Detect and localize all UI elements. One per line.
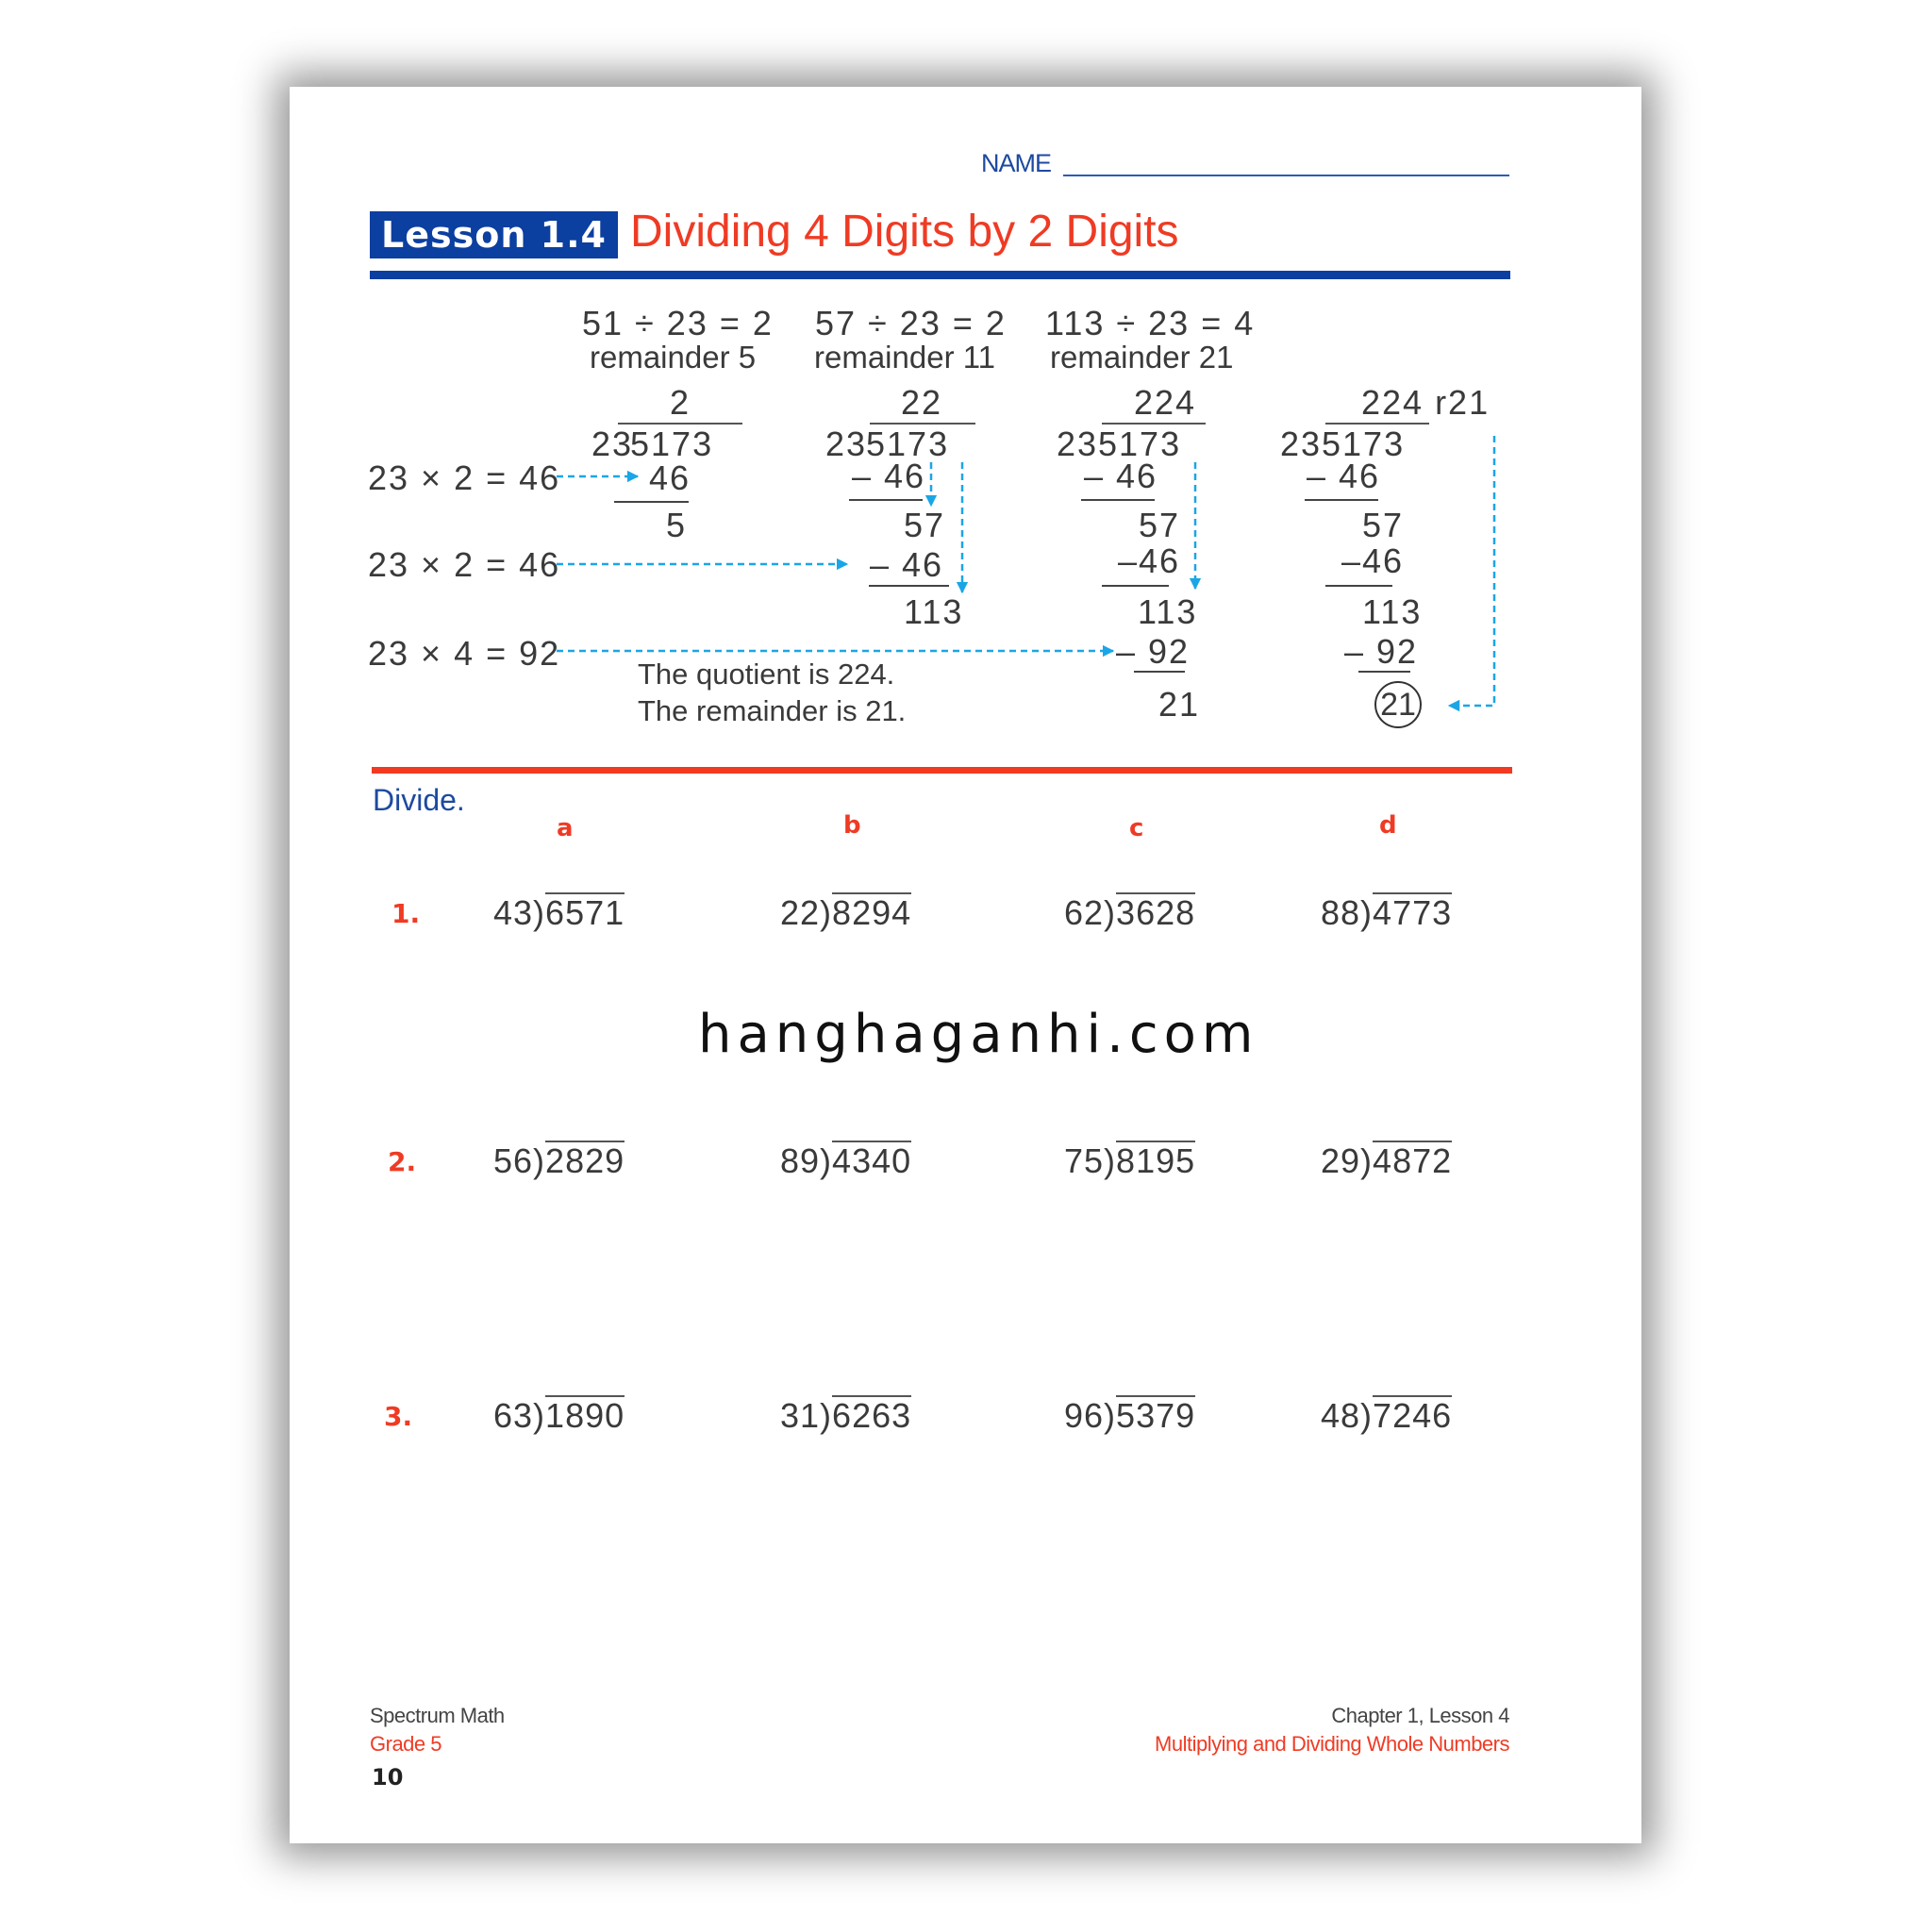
problem-2c[interactable]: 75)8195	[1064, 1141, 1196, 1180]
problem-3b[interactable]: 31)6263	[780, 1396, 912, 1435]
section-divider	[372, 767, 1512, 774]
subtraction-rule	[1102, 585, 1169, 587]
circled-remainder: 21	[1374, 681, 1422, 728]
dividend: 8294	[832, 893, 912, 932]
quotient: 2	[670, 383, 691, 422]
problem-row-label: 3.	[384, 1401, 413, 1432]
divisor: 75	[1064, 1141, 1105, 1180]
subtraction-rule	[1305, 499, 1378, 501]
footer-book: Spectrum Math	[370, 1704, 505, 1727]
summary-remainder: The remainder is 21.	[638, 694, 907, 727]
lesson-title: Dividing 4 Digits by 2 Digits	[630, 207, 1179, 257]
dividend: 3628	[1116, 893, 1196, 932]
divisor: 96	[1064, 1396, 1105, 1435]
divisor: 62	[1064, 893, 1105, 932]
step-equation: 57 ÷ 23 = 2	[815, 304, 1007, 342]
divisor: 88	[1321, 893, 1361, 932]
dividend: 5173	[630, 425, 714, 463]
dividend: 4872	[1373, 1141, 1453, 1180]
problem-1c[interactable]: 62)3628	[1064, 893, 1196, 932]
subtraction-rule	[1081, 499, 1155, 501]
work-line: 57	[1362, 506, 1405, 544]
problem-3c[interactable]: 96)5379	[1064, 1396, 1196, 1435]
subtraction-rule	[1325, 585, 1392, 587]
problem-1b[interactable]: 22)8294	[780, 893, 912, 932]
work-line: 113	[1362, 592, 1423, 631]
problem-2d[interactable]: 29)4872	[1321, 1141, 1453, 1180]
work-line: – 92	[1344, 632, 1419, 671]
work-line: 46	[649, 458, 691, 497]
footer-chapter: Chapter 1, Lesson 4	[1331, 1704, 1509, 1727]
step-equation: 113 ÷ 23 = 4	[1045, 304, 1256, 342]
problem-1a[interactable]: 43)6571	[493, 893, 625, 932]
divisor: 48	[1321, 1396, 1361, 1435]
subtraction-rule	[869, 585, 949, 587]
subtraction-rule	[1358, 671, 1410, 673]
work-line: –46	[1118, 541, 1181, 580]
divisor: 23	[1057, 425, 1099, 463]
problem-3d[interactable]: 48)7246	[1321, 1396, 1453, 1435]
problem-2a[interactable]: 56)2829	[493, 1141, 625, 1180]
page-number: 10	[372, 1764, 404, 1790]
dividend: 6263	[832, 1396, 912, 1435]
multiplication-step: 23 × 2 = 46	[368, 458, 561, 497]
work-line: – 92	[1116, 632, 1191, 671]
dividend: 5379	[1116, 1396, 1196, 1435]
dividend: 5173	[1322, 425, 1406, 463]
problem-2b[interactable]: 89)4340	[780, 1141, 912, 1180]
column-label-c: c	[1129, 814, 1144, 842]
step-remainder: remainder 5	[590, 340, 757, 375]
dividend: 7246	[1373, 1396, 1453, 1435]
work-line: 113	[904, 592, 964, 631]
divisor: 63	[493, 1396, 534, 1435]
column-label-d: d	[1379, 811, 1397, 840]
work-line: 57	[904, 506, 946, 544]
work-line: 21	[1158, 685, 1201, 724]
summary-quotient: The quotient is 224.	[638, 658, 895, 691]
divisor: 23	[591, 425, 634, 463]
dividend: 2829	[545, 1141, 625, 1180]
work-line: – 46	[852, 457, 926, 495]
header-divider	[370, 271, 1510, 279]
dividend: 6571	[545, 893, 625, 932]
column-label-b: b	[843, 811, 861, 840]
name-label: NAME	[981, 149, 1052, 177]
divisor: 31	[780, 1396, 821, 1435]
work-line: – 46	[1084, 457, 1158, 495]
divisor: 22	[780, 893, 821, 932]
divisor: 23	[1280, 425, 1323, 463]
quotient: 22	[901, 383, 943, 422]
lesson-badge: Lesson 1.4	[370, 211, 618, 258]
dividend: 4340	[832, 1141, 912, 1180]
work-line: –46	[1341, 541, 1405, 580]
work-line: 113	[1138, 592, 1198, 631]
divisor: 43	[493, 893, 534, 932]
multiplication-step: 23 × 2 = 46	[368, 545, 561, 584]
dividend: 1890	[545, 1396, 625, 1435]
work-line: – 46	[870, 545, 944, 584]
step-remainder: remainder 21	[1050, 340, 1234, 375]
work-line: 5	[666, 506, 688, 544]
footer-grade: Grade 5	[370, 1732, 441, 1756]
instruction: Divide.	[373, 783, 465, 817]
divisor: 23	[825, 425, 868, 463]
footer-topic: Multiplying and Dividing Whole Numbers	[1155, 1732, 1509, 1756]
divisor: 29	[1321, 1141, 1361, 1180]
watermark: hanghaganhi.com	[698, 1004, 1259, 1065]
dividend: 5173	[866, 425, 950, 463]
quotient: 224	[1134, 383, 1197, 422]
problem-3a[interactable]: 63)1890	[493, 1396, 625, 1435]
subtraction-rule	[614, 501, 689, 503]
multiplication-step: 23 × 4 = 92	[368, 634, 561, 673]
dividend: 5173	[1098, 425, 1182, 463]
divisor: 56	[493, 1141, 534, 1180]
step-remainder: remainder 11	[814, 340, 995, 375]
divisor: 89	[780, 1141, 821, 1180]
problem-row-label: 2.	[388, 1146, 417, 1177]
work-line: – 46	[1307, 457, 1381, 495]
dividend: 4773	[1373, 893, 1453, 932]
dividend: 8195	[1116, 1141, 1196, 1180]
subtraction-rule	[849, 499, 923, 501]
step-equation: 51 ÷ 23 = 2	[582, 304, 774, 342]
problem-1d[interactable]: 88)4773	[1321, 893, 1453, 932]
column-label-a: a	[557, 814, 574, 842]
subtraction-rule	[1134, 671, 1185, 673]
name-field-line[interactable]	[1063, 175, 1509, 176]
problem-row-label: 1.	[391, 898, 421, 929]
work-line: 57	[1139, 506, 1181, 544]
quotient-with-remainder: 224 r21	[1361, 383, 1491, 422]
